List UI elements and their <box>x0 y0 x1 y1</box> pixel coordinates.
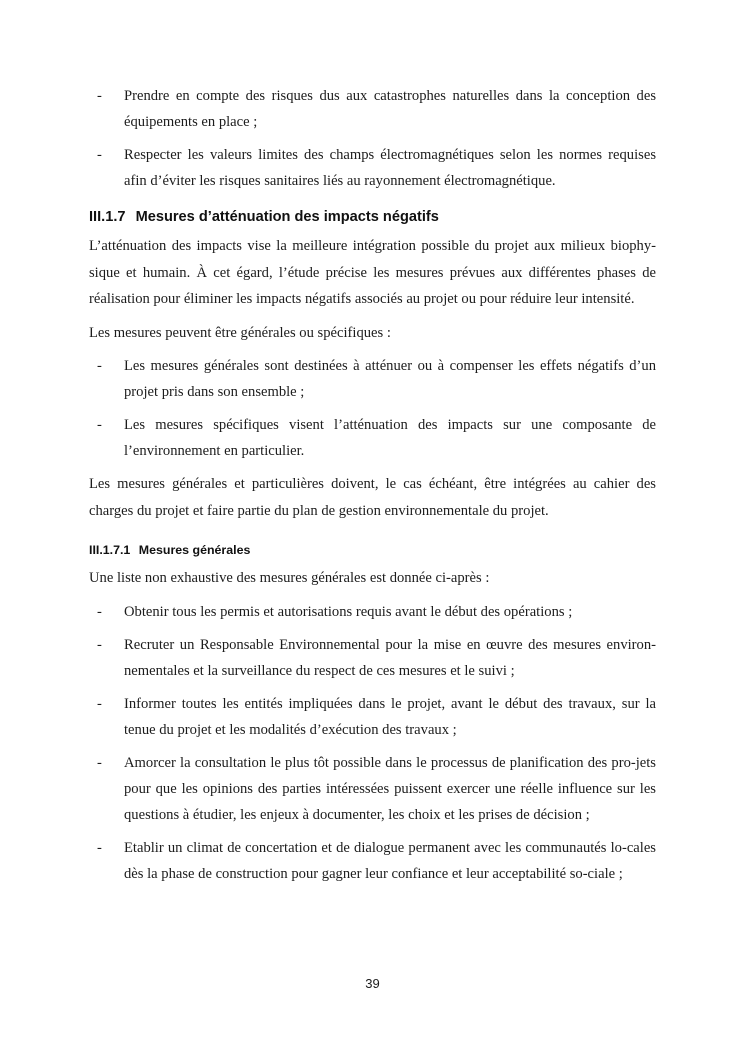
bullet-dash: - <box>97 358 102 374</box>
section-number: III.1.7 <box>89 209 126 225</box>
list-item-text: Recruter un Responsable Environnemental pour la mise en œuvre des mesures environ-nementales et la surveillance du respect de ces mesures et le suivi ; <box>124 636 656 679</box>
list-item-text: Informer toutes les entités impliquées dans le projet, avant le début des travaux, sur la tenue du projet et les modalités d’exécution des travaux ; <box>124 695 656 738</box>
list-item <box>89 835 656 887</box>
list-item <box>89 412 656 464</box>
list-item-text: Les mesures spécifiques visent l’atténuation des impacts sur une composante de l’environnement en particulier. <box>124 417 656 459</box>
bullet-dash: - <box>97 754 102 771</box>
top-bullet-list <box>89 83 656 194</box>
general-measures-list <box>89 599 656 887</box>
general-measures-intro: Une liste non exhaustive des mesures générales est donnée ci-après : <box>89 570 490 586</box>
attenuation-intro-paragraph: L’atténuation des impacts vise la meilleure intégration possible du projet aux milieux biophy-sique et humain. À cet égard, l’étude précise les mesures prévues aux différentes phases de réalisation pour éliminer les impacts négatifs associés au projet ou pour réduire leur intensité. <box>89 238 656 307</box>
attenuation-conclusion-paragraph: Les mesures générales et particulières doivent, le cas échéant, être intégrées au cahier des charges du projet et faire partie du plan de gestion environnementale du projet. <box>89 476 656 519</box>
section-heading-attenuation <box>89 204 656 230</box>
list-item <box>89 750 656 828</box>
subsection-heading-general-measures <box>89 537 656 563</box>
list-item <box>89 142 656 194</box>
list-item-text: Prendre en compte des risques dus aux catastrophes naturelles dans la conception des équipements en place ; <box>124 88 656 130</box>
bullet-dash: - <box>97 88 102 104</box>
list-item <box>89 632 656 684</box>
bullet-dash: - <box>97 603 102 620</box>
list-item <box>89 599 656 625</box>
list-item-text: Respecter les valeurs limites des champs électromagnétiques selon les normes requises afin d’éviter les risques sanitaires liés au rayonnement électromagnétique. <box>124 147 656 189</box>
bullet-dash: - <box>97 417 102 433</box>
document-body <box>89 83 656 894</box>
list-item-text: Etablir un climat de concertation et de dialogue permanent avec les communautés lo-cales dès la phase de construction pour gagner leur confiance et leur acceptabilité so-ciale ; <box>124 839 656 882</box>
list-item <box>89 691 656 743</box>
measure-types-list <box>89 353 656 464</box>
subsection-number: III.1.7.1 <box>89 543 131 557</box>
bullet-dash: - <box>97 636 102 653</box>
page-number: 39 <box>365 976 380 991</box>
list-item-text: Amorcer la consultation le plus tôt possible dans le processus de planification des pro-jets pour que les opinions des parties intéressées puissent exercer une réelle influence sur les questions à étudier, les enjeux à documenter, les choix et les prises de décision ; <box>124 754 656 823</box>
list-item <box>89 83 656 135</box>
bullet-dash: - <box>97 839 102 856</box>
bullet-dash: - <box>97 695 102 712</box>
list-item-text: Les mesures générales sont destinées à atténuer ou à compenser les effets négatifs d’un projet pris dans son ensemble ; <box>124 358 656 400</box>
list-item <box>89 353 656 405</box>
bullet-dash: - <box>97 147 102 163</box>
measure-types-intro: Les mesures peuvent être générales ou spécifiques : <box>89 324 391 341</box>
subsection-title: Mesures générales <box>138 543 251 557</box>
list-item-text: Obtenir tous les permis et autorisations requis avant le début des opérations ; <box>124 603 573 620</box>
section-title: Mesures d’atténuation des impacts négatifs <box>135 209 439 225</box>
